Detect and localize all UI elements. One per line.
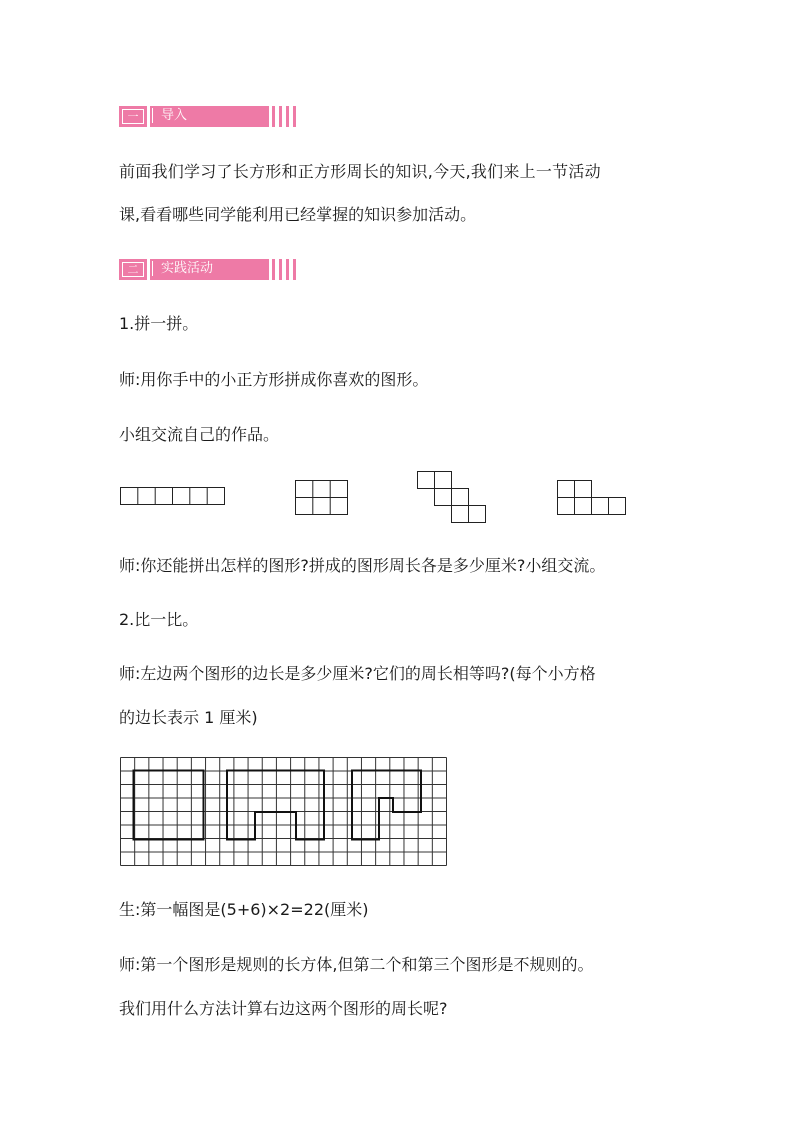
intro-paragraph-line-1: 前面我们学习了长方形和正方形周长的知识,今天,我们来上一节活动	[119, 162, 601, 181]
section-number-badge	[119, 259, 147, 280]
student-answer: 生:第一幅图是(5+6)×2=22(厘米)	[119, 900, 369, 919]
grid-shape-irregular-1	[227, 771, 324, 840]
activity-1-heading: 1.拼一拼。	[119, 314, 199, 333]
section-title: 导入	[152, 108, 187, 123]
activity-2-question-line-2: 的边长表示 1 厘米)	[119, 708, 258, 727]
grid-shape-rectangle	[134, 771, 204, 840]
grid-shapes-figure	[120, 757, 448, 867]
tile-shape-strip	[121, 488, 225, 505]
section-title: 实践活动	[152, 261, 213, 276]
tile-shape-block	[296, 481, 348, 515]
section-number: 二	[122, 262, 144, 277]
activity-1-group-share: 小组交流自己的作品。	[119, 425, 280, 444]
tile-arrangements-figure	[119, 470, 629, 525]
section-title-bar	[150, 259, 269, 280]
section-banner-1	[119, 106, 302, 127]
teacher-remark-line-1: 师:第一个图形是规则的长方体,但第二个和第三个图形是不规则的。	[119, 955, 594, 974]
intro-paragraph-line-2: 课,看看哪些同学能利用已经掌握的知识参加活动。	[119, 205, 477, 224]
section-number: 一	[122, 109, 144, 124]
grid-shape-irregular-2	[352, 771, 421, 840]
activity-2-question-line-1: 师:左边两个图形的边长是多少厘米?它们的周长相等吗?(每个小方格	[119, 664, 596, 683]
tile-shape-l	[558, 481, 626, 515]
activity-2-heading: 2.比一比。	[119, 610, 199, 629]
tile-shape-staircase	[418, 472, 486, 523]
section-title-bar	[150, 106, 269, 127]
section-number-badge	[119, 106, 147, 127]
activity-1-teacher-prompt: 师:用你手中的小正方形拼成你喜欢的图形。	[119, 370, 429, 389]
teacher-remark-line-2: 我们用什么方法计算右边这两个图形的周长呢?	[119, 999, 448, 1018]
activity-1-followup: 师:你还能拼出怎样的图形?拼成的图形周长各是多少厘米?小组交流。	[119, 556, 606, 575]
section-banner-2	[119, 259, 302, 280]
